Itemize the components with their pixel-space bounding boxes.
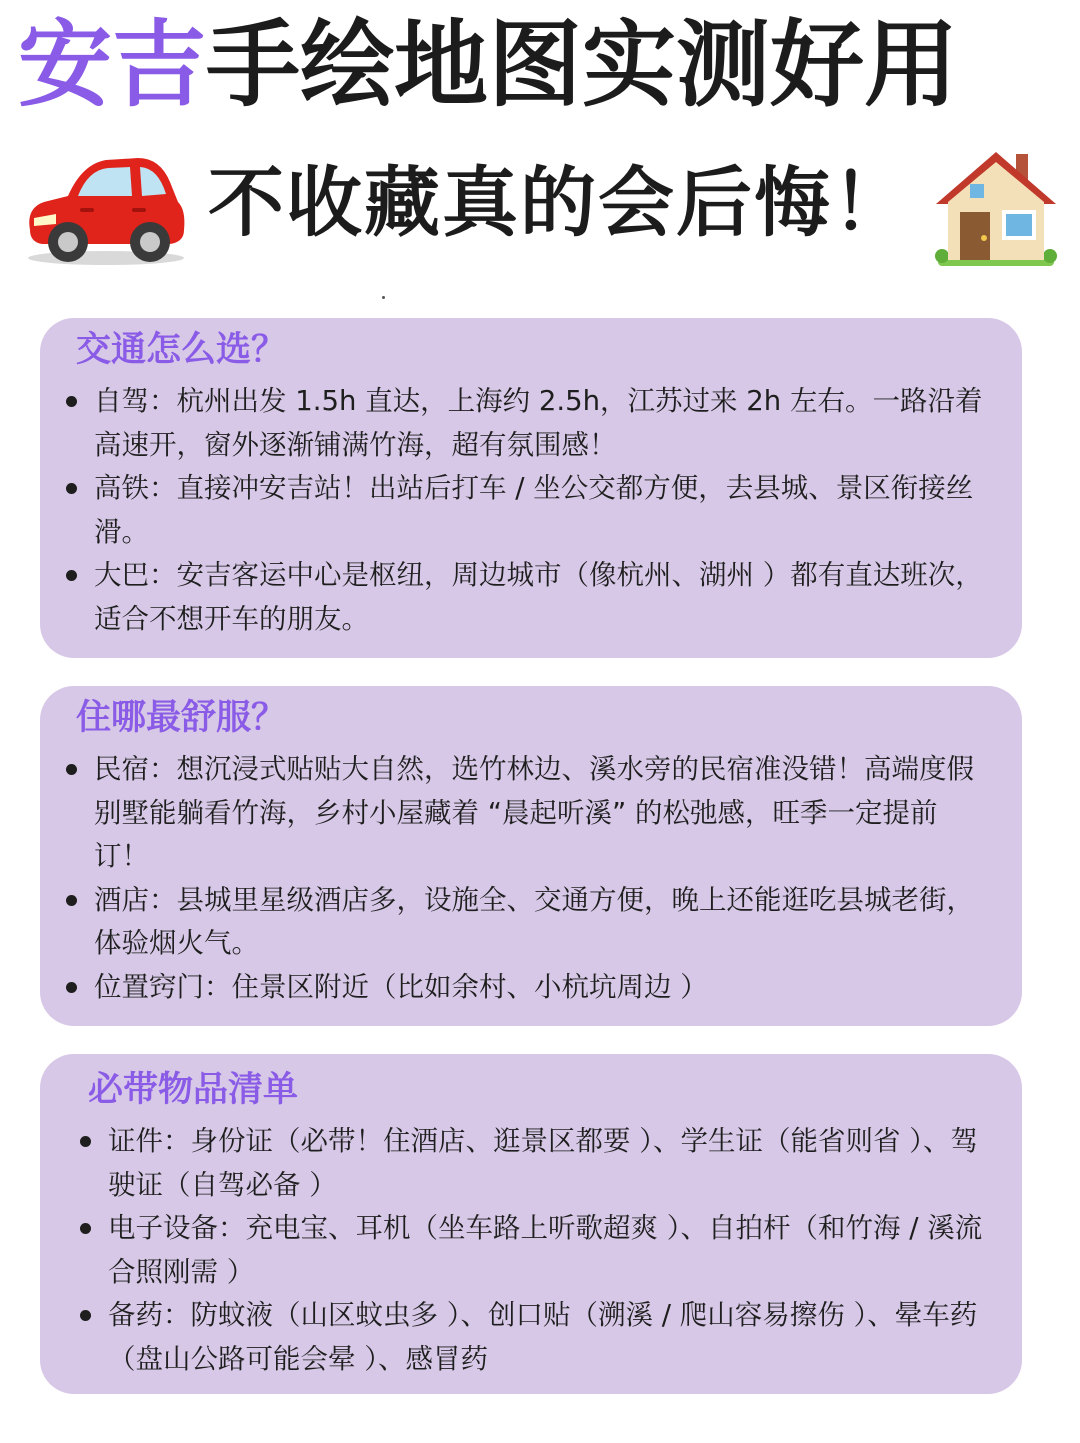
list-item-text: 位置窍门：住景区附近（比如余村、小杭坑周边 ） — [94, 970, 708, 1003]
list-item-text: 酒店：县城里星级酒店多，设施全、交通方便，晚上还能逛吃县城老街，体验烟火气。 — [94, 883, 974, 959]
house-icon — [932, 146, 1060, 270]
bullet-dot-icon — [80, 1136, 91, 1147]
bullet-dot-icon — [66, 982, 77, 993]
page-title — [18, 6, 1078, 126]
list-item — [62, 380, 992, 467]
list-item-text: 高铁：直接冲安吉站！出站后打车 / 坐公交都方便，去县城、景区衔接丝滑。 — [94, 472, 974, 548]
list-item — [62, 748, 992, 879]
list-item — [62, 554, 992, 641]
section-heading: 交通怎么选？ — [76, 330, 287, 370]
section-heading: 必带物品清单 — [88, 1070, 299, 1110]
list-item-text: 民宿：想沉浸式贴贴大自然，选竹林边、溪水旁的民宿准没错！高端度假别墅能躺看竹海，乡村小屋藏着 “晨起听溪” 的松弛感，旺季一定提前订！ — [94, 753, 974, 872]
list-item — [62, 879, 992, 966]
bullet-dot-icon — [66, 396, 77, 407]
bullet-dot-icon — [66, 483, 77, 494]
list-item-text: 备药：防蚊液（山区蚊虫多 ）、创口贴（溯溪 / 爬山容易擦伤 ）、晕车药（盘山公路可能会晕 ）、感冒药 — [108, 1299, 978, 1375]
list-item-text: 大巴：安吉客运中心是枢纽，周边城市（像杭州、湖州 ）都有直达班次，适合不想开车的朋友。 — [94, 559, 983, 635]
section-heading: 住哪最舒服？ — [76, 698, 287, 738]
list-item — [76, 1120, 992, 1207]
section-card-packing-list — [40, 1054, 1022, 1394]
red-car-icon — [20, 138, 188, 270]
list-item — [76, 1207, 992, 1294]
list-item-text: 电子设备：充电宝、耳机（坐车路上听歌超爽 ）、自拍杆（和竹海 / 溪流合照刚需 ） — [108, 1212, 983, 1288]
bullet-list — [62, 380, 992, 641]
bullet-dot-icon — [80, 1223, 91, 1234]
list-item — [76, 1294, 992, 1381]
list-item-text: 自驾：杭州出发 1.5h 直达，上海约 2.5h，江苏过来 2h 左右。一路沿着高速开，窗外逐渐铺满竹海，超有氛围感！ — [94, 385, 983, 461]
list-item — [62, 467, 992, 554]
bullet-dot-icon — [66, 764, 77, 775]
bullet-dot-icon — [66, 570, 77, 581]
decorative-dot — [382, 296, 385, 299]
list-item — [62, 966, 992, 1010]
section-card-lodging — [40, 686, 1022, 1026]
list-item-text: 证件：身份证（必带！住酒店、逛景区都要 ）、学生证（能省则省 ）、驾驶证（自驾必备 ） — [108, 1125, 978, 1201]
section-card-transport — [40, 318, 1022, 658]
title-accent-text: 安吉 — [18, 11, 207, 120]
title-main-text: 手绘地图实测好用 — [206, 11, 959, 120]
subtitle-text: 不收藏真的会后悔！ — [208, 158, 910, 247]
subtitle-row — [20, 138, 1064, 270]
bullet-dot-icon — [66, 895, 77, 906]
bullet-dot-icon — [80, 1310, 91, 1321]
bullet-list — [62, 748, 992, 1009]
bullet-list — [76, 1120, 992, 1381]
